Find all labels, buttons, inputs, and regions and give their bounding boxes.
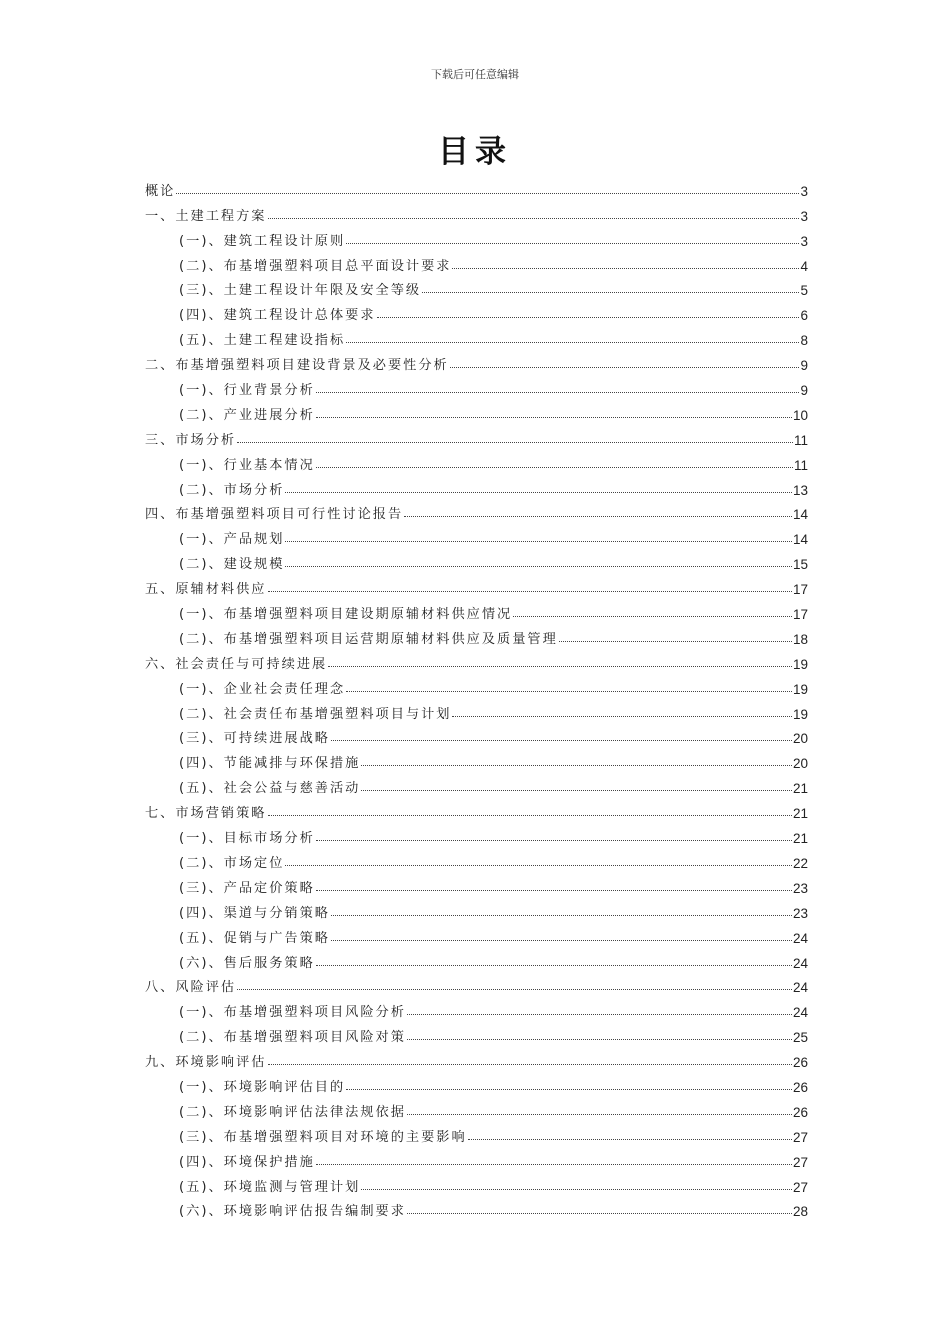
toc-entry-page-number: 26 [792, 1104, 808, 1120]
toc-subentry[interactable] [145, 398, 808, 423]
toc-entry[interactable] [145, 971, 808, 996]
toc-entry-page-number: 23 [792, 905, 808, 921]
toc-entry-label: (五)、环境监测与管理计划 [179, 1179, 361, 1195]
toc-entry-page-number: 14 [792, 532, 808, 548]
dot-leader [316, 963, 792, 966]
toc-entry-page-number: 18 [792, 631, 808, 647]
toc-entry-label: (二)、产业进展分析 [179, 407, 315, 423]
toc-entry-label: 八、风险评估 [145, 980, 237, 996]
toc-subentry[interactable] [145, 274, 808, 299]
toc-entry-label: (五)、促销与广告策略 [179, 930, 330, 946]
toc-entry-page-number: 3 [800, 233, 808, 249]
dot-leader [346, 689, 792, 692]
toc-entry-page-number: 28 [792, 1204, 808, 1220]
toc-entry-label: (二)、布基增强塑料项目运营期原辅材料供应及质量管理 [179, 631, 558, 647]
toc-subentry[interactable] [145, 448, 808, 473]
toc-entry-page-number: 20 [792, 756, 808, 772]
toc-entry-label: (二)、环境影响评估法律法规依据 [179, 1104, 406, 1120]
toc-entry-label: 六、社会责任与可持续进展 [145, 656, 328, 672]
toc-subentry[interactable] [145, 821, 808, 846]
toc-entry-label: (三)、布基增强塑料项目对环境的主要影响 [179, 1129, 467, 1145]
toc-subentry[interactable] [145, 1195, 808, 1220]
dot-leader [346, 1087, 792, 1090]
toc-entry-page-number: 9 [800, 383, 808, 399]
toc-entry-label: (五)、土建工程建设指标 [179, 333, 346, 349]
dot-leader [407, 1012, 792, 1015]
dot-leader [407, 1112, 792, 1115]
dot-leader [452, 266, 799, 269]
toc-entry-label: (一)、建筑工程设计原则 [179, 233, 346, 249]
toc-entry-page-number: 5 [800, 283, 808, 299]
dot-leader [450, 365, 799, 368]
toc-entry[interactable] [145, 647, 808, 672]
toc-entry-label: (四)、节能减排与环保措施 [179, 756, 361, 772]
toc-subentry[interactable] [145, 921, 808, 946]
dot-leader [316, 390, 799, 393]
dot-leader [407, 1211, 792, 1214]
dot-leader [268, 216, 800, 219]
toc-entry-page-number: 24 [792, 1005, 808, 1021]
toc-entry-label: 七、市场营销策略 [145, 806, 267, 822]
toc-entry-page-number: 24 [792, 955, 808, 971]
toc-entry-page-number: 11 [793, 432, 808, 448]
toc-entry-label: (一)、布基增强塑料项目建设期原辅材料供应情况 [179, 607, 513, 623]
toc-subentry[interactable] [145, 597, 808, 622]
toc-entry[interactable] [145, 423, 808, 448]
toc-subentry[interactable] [145, 995, 808, 1020]
toc-entry-label: (四)、环境保护措施 [179, 1154, 315, 1170]
toc-entry-label: (四)、渠道与分销策略 [179, 905, 330, 921]
toc-entry-page-number: 17 [792, 607, 808, 623]
toc-entry-label: 九、环境影响评估 [145, 1055, 267, 1071]
toc-entry-label: (一)、环境影响评估目的 [179, 1079, 346, 1095]
dot-leader [268, 813, 792, 816]
toc-entry[interactable] [145, 199, 808, 224]
toc-entry-page-number: 25 [792, 1030, 808, 1046]
toc-entry[interactable] [145, 796, 808, 821]
toc-entry-page-number: 9 [800, 358, 808, 374]
toc-entry-page-number: 13 [792, 482, 808, 498]
toc-subentry[interactable] [145, 622, 808, 647]
dot-leader [361, 788, 792, 791]
toc-entry-page-number: 27 [792, 1154, 808, 1170]
dot-leader [285, 490, 792, 493]
toc-subentry[interactable] [145, 298, 808, 323]
toc-entry-page-number: 19 [792, 656, 808, 672]
toc-subentry[interactable] [145, 1145, 808, 1170]
toc-entry-page-number: 21 [792, 831, 808, 847]
toc-subentry[interactable] [145, 697, 808, 722]
toc-subentry[interactable] [145, 771, 808, 796]
toc-entry-page-number: 8 [800, 333, 808, 349]
table-of-contents [145, 174, 808, 1219]
toc-entry-page-number: 26 [792, 1055, 808, 1071]
toc-entry[interactable] [145, 174, 808, 199]
toc-entry-page-number: 14 [792, 507, 808, 523]
toc-entry-page-number: 20 [792, 731, 808, 747]
toc-entry-label: (一)、企业社会责任理念 [179, 681, 346, 697]
toc-entry-page-number: 21 [792, 806, 808, 822]
dot-leader [268, 1062, 792, 1065]
toc-subentry[interactable] [145, 1020, 808, 1045]
toc-entry-label: 一、土建工程方案 [145, 208, 267, 224]
toc-entry-label: (四)、建筑工程设计总体要求 [179, 308, 376, 324]
toc-entry-label: (一)、产品规划 [179, 532, 285, 548]
toc-subentry[interactable] [145, 473, 808, 498]
toc-subentry[interactable] [145, 1095, 808, 1120]
dot-leader [377, 315, 799, 318]
toc-entry-page-number: 15 [792, 557, 808, 573]
toc-subentry[interactable] [145, 1120, 808, 1145]
dot-leader [361, 763, 792, 766]
page-header-note: 下载后可任意编辑 [431, 68, 519, 81]
dot-leader [268, 589, 792, 592]
dot-leader [331, 938, 792, 941]
toc-entry-label: 概论 [145, 183, 176, 199]
dot-leader [331, 738, 792, 741]
toc-entry-page-number: 11 [793, 457, 808, 473]
dot-leader [316, 838, 792, 841]
toc-entry-page-number: 23 [792, 880, 808, 896]
dot-leader [346, 340, 799, 343]
toc-subentry[interactable] [145, 547, 808, 572]
toc-entry[interactable] [145, 572, 808, 597]
toc-entry-page-number: 6 [800, 308, 808, 324]
dot-leader [331, 913, 792, 916]
toc-entry-label: 二、布基增强塑料项目建设背景及必要性分析 [145, 358, 449, 374]
toc-entry-page-number: 19 [792, 681, 808, 697]
toc-subentry[interactable] [145, 373, 808, 398]
toc-entry-page-number: 4 [800, 258, 808, 274]
toc-entry-page-number: 27 [792, 1129, 808, 1145]
dot-leader [285, 564, 792, 567]
toc-entry-page-number: 3 [800, 183, 808, 199]
toc-subentry[interactable] [145, 672, 808, 697]
toc-entry-label: (二)、市场分析 [179, 482, 285, 498]
toc-entry-label: (三)、产品定价策略 [179, 880, 315, 896]
toc-entry-page-number: 19 [792, 706, 808, 722]
toc-entry-label: (一)、行业背景分析 [179, 383, 315, 399]
toc-subentry[interactable] [145, 871, 808, 896]
toc-entry[interactable] [145, 498, 808, 523]
toc-subentry[interactable] [145, 722, 808, 747]
dot-leader [328, 664, 792, 667]
toc-subentry[interactable] [145, 846, 808, 871]
dot-leader [237, 440, 793, 443]
dot-leader [316, 888, 792, 891]
toc-entry-label: (三)、土建工程设计年限及安全等级 [179, 283, 422, 299]
toc-subentry[interactable] [145, 946, 808, 971]
dot-leader [422, 290, 799, 293]
toc-subentry[interactable] [145, 1070, 808, 1095]
toc-subentry[interactable] [145, 224, 808, 249]
toc-entry-page-number: 22 [792, 855, 808, 871]
dot-leader [407, 1037, 792, 1040]
toc-entry-page-number: 3 [800, 208, 808, 224]
toc-entry-label: (一)、目标市场分析 [179, 831, 315, 847]
toc-entry-label: (六)、售后服务策略 [179, 955, 315, 971]
toc-entry[interactable] [145, 348, 808, 373]
dot-leader [452, 714, 791, 717]
toc-entry-label: (二)、市场定位 [179, 855, 285, 871]
toc-entry-label: 四、布基增强塑料项目可行性讨论报告 [145, 507, 404, 523]
toc-entry[interactable] [145, 1045, 808, 1070]
toc-entry-page-number: 26 [792, 1079, 808, 1095]
toc-entry-page-number: 27 [792, 1179, 808, 1195]
dot-leader [513, 614, 792, 617]
toc-subentry[interactable] [145, 323, 808, 348]
toc-entry-label: (二)、布基增强塑料项目风险对策 [179, 1030, 406, 1046]
toc-entry-page-number: 24 [792, 930, 808, 946]
toc-entry-page-number: 21 [792, 781, 808, 797]
dot-leader [285, 863, 792, 866]
dot-leader [316, 415, 792, 418]
toc-entry-label: (一)、行业基本情况 [179, 457, 315, 473]
toc-entry-label: 三、市场分析 [145, 432, 237, 448]
dot-leader [176, 191, 799, 194]
dot-leader [559, 639, 792, 642]
toc-entry-label: (六)、环境影响评估报告编制要求 [179, 1204, 406, 1220]
toc-subentry[interactable] [145, 1170, 808, 1195]
dot-leader [237, 987, 792, 990]
toc-entry-page-number: 10 [792, 407, 808, 423]
dot-leader [361, 1187, 792, 1190]
dot-leader [316, 1162, 792, 1165]
toc-entry-label: (二)、布基增强塑料项目总平面设计要求 [179, 258, 452, 274]
page-title: 目录 [438, 134, 512, 170]
toc-entry-page-number: 17 [792, 582, 808, 598]
toc-entry-page-number: 24 [792, 980, 808, 996]
toc-subentry[interactable] [145, 746, 808, 771]
toc-entry-label: (三)、可持续进展战略 [179, 731, 330, 747]
toc-entry-label: 五、原辅材料供应 [145, 582, 267, 598]
dot-leader [346, 241, 799, 244]
toc-entry-label: (二)、建设规模 [179, 557, 285, 573]
toc-entry-label: (二)、社会责任布基增强塑料项目与计划 [179, 706, 452, 722]
toc-entry-label: (一)、布基增强塑料项目风险分析 [179, 1005, 406, 1021]
toc-subentry[interactable] [145, 249, 808, 274]
toc-subentry[interactable] [145, 896, 808, 921]
dot-leader [468, 1137, 792, 1140]
toc-subentry[interactable] [145, 522, 808, 547]
dot-leader [285, 539, 792, 542]
dot-leader [316, 465, 793, 468]
dot-leader [404, 514, 792, 517]
toc-entry-label: (五)、社会公益与慈善活动 [179, 781, 361, 797]
